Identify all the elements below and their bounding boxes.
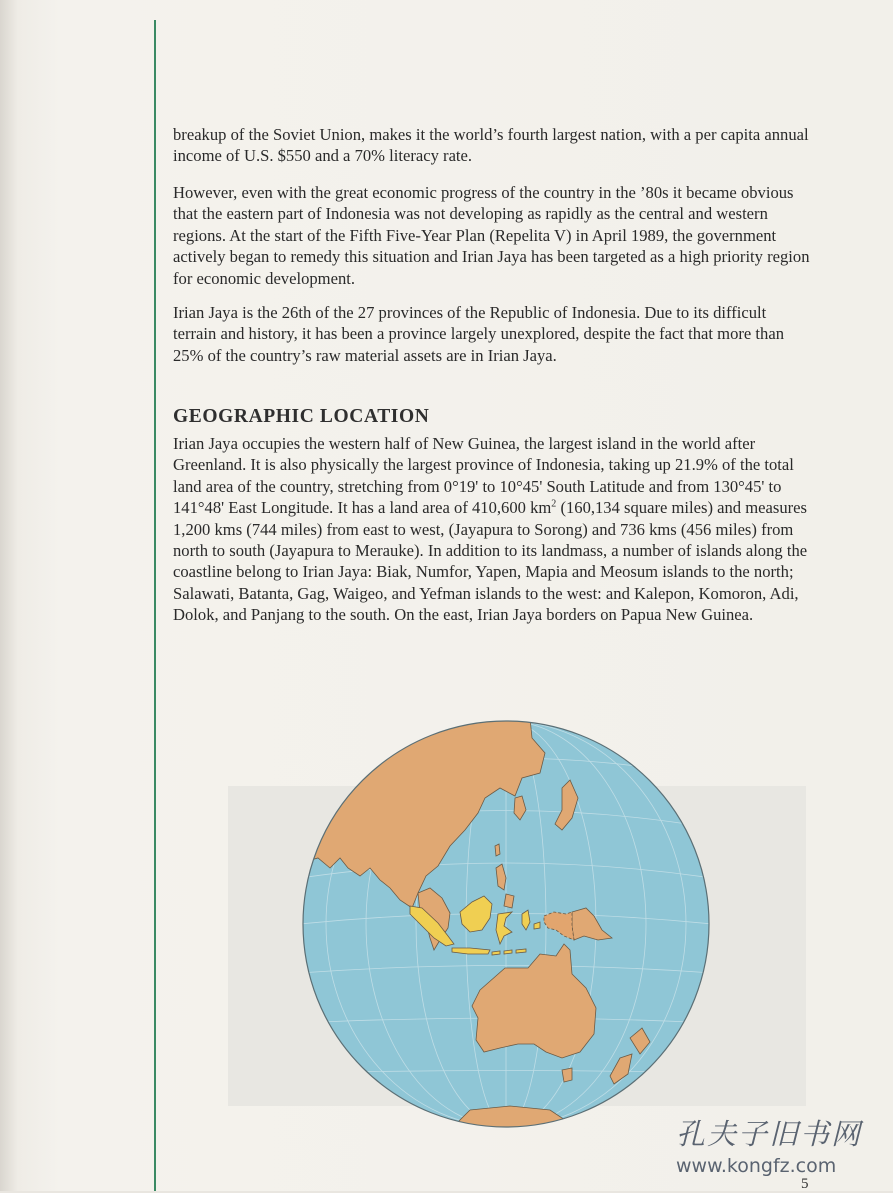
globe-map — [300, 718, 712, 1130]
watermark-chinese: 孔夫子旧书网 — [676, 1117, 863, 1151]
paragraph-geographic-location — [173, 433, 813, 626]
paragraph-province: Irian Jaya is the 26th of the 27 provinces of the Republic of Indonesia. Due to its difficult terrain and history, it has been a province largely unexplored, despite the fact that more than 25% of the country’s raw material assets are in Irian Jaya. — [173, 303, 784, 365]
section-heading: GEOGRAPHIC LOCATION — [173, 406, 430, 427]
tasmania — [562, 1068, 572, 1082]
watermark-url: www.kongfz.com — [676, 1155, 837, 1177]
paragraph-population: breakup of the Soviet Union, makes it the world’s fourth largest nation, with a per capita annual income of U.S. $550 and a 70% literacy rate. — [173, 125, 809, 166]
paragraph-economic-progress: However, even with the great economic progress of the country in the ’80s it became obvious that the eastern part of Indonesia was not developing as rapidly as the central and western regions. At the start of the Fifth Five-Year Plan (Repelita V) in April 1989, the government actively began to remedy this situation and Irian Jaya has been targeted as a high priority region for economic development. — [173, 183, 810, 288]
superscript-2: 2 — [551, 498, 557, 510]
page-number: 5 — [801, 1176, 809, 1192]
geo-text-part1: Irian Jaya occupies the western half of New Guinea, the largest island in the world after Greenland. It is also physically the largest province of Indonesia, taking up 21.9% of the total land area of the country, stretching from 0°19' to 10°45' South Latitude and from 130°45' to 141°48' East Longitude. It has a land area of 410,600 km — [173, 434, 794, 518]
watermark — [676, 1112, 876, 1177]
geo-text-part2: (160,134 square miles) and measures 1,200 kms (744 miles) from east to west, (Jayapura to Sorong) and 736 kms (456 miles) from north to south (Jayapura to Merauke). In addition to its landmass, a number of islands along the coastline belong to Irian Jaya: Biak, Numfor, Yapen, Mapia and Meosum islands to the north; Salawati, Batanta, Gag, Waigeo, and Yefman islands to the west: and Kalepon, Komoron, Adi, Dolok, and Panjang to the south. On the east, Irian Jaya borders on Papua New Guinea. — [173, 498, 808, 625]
margin-rule — [154, 20, 156, 1191]
taiwan — [495, 844, 500, 856]
